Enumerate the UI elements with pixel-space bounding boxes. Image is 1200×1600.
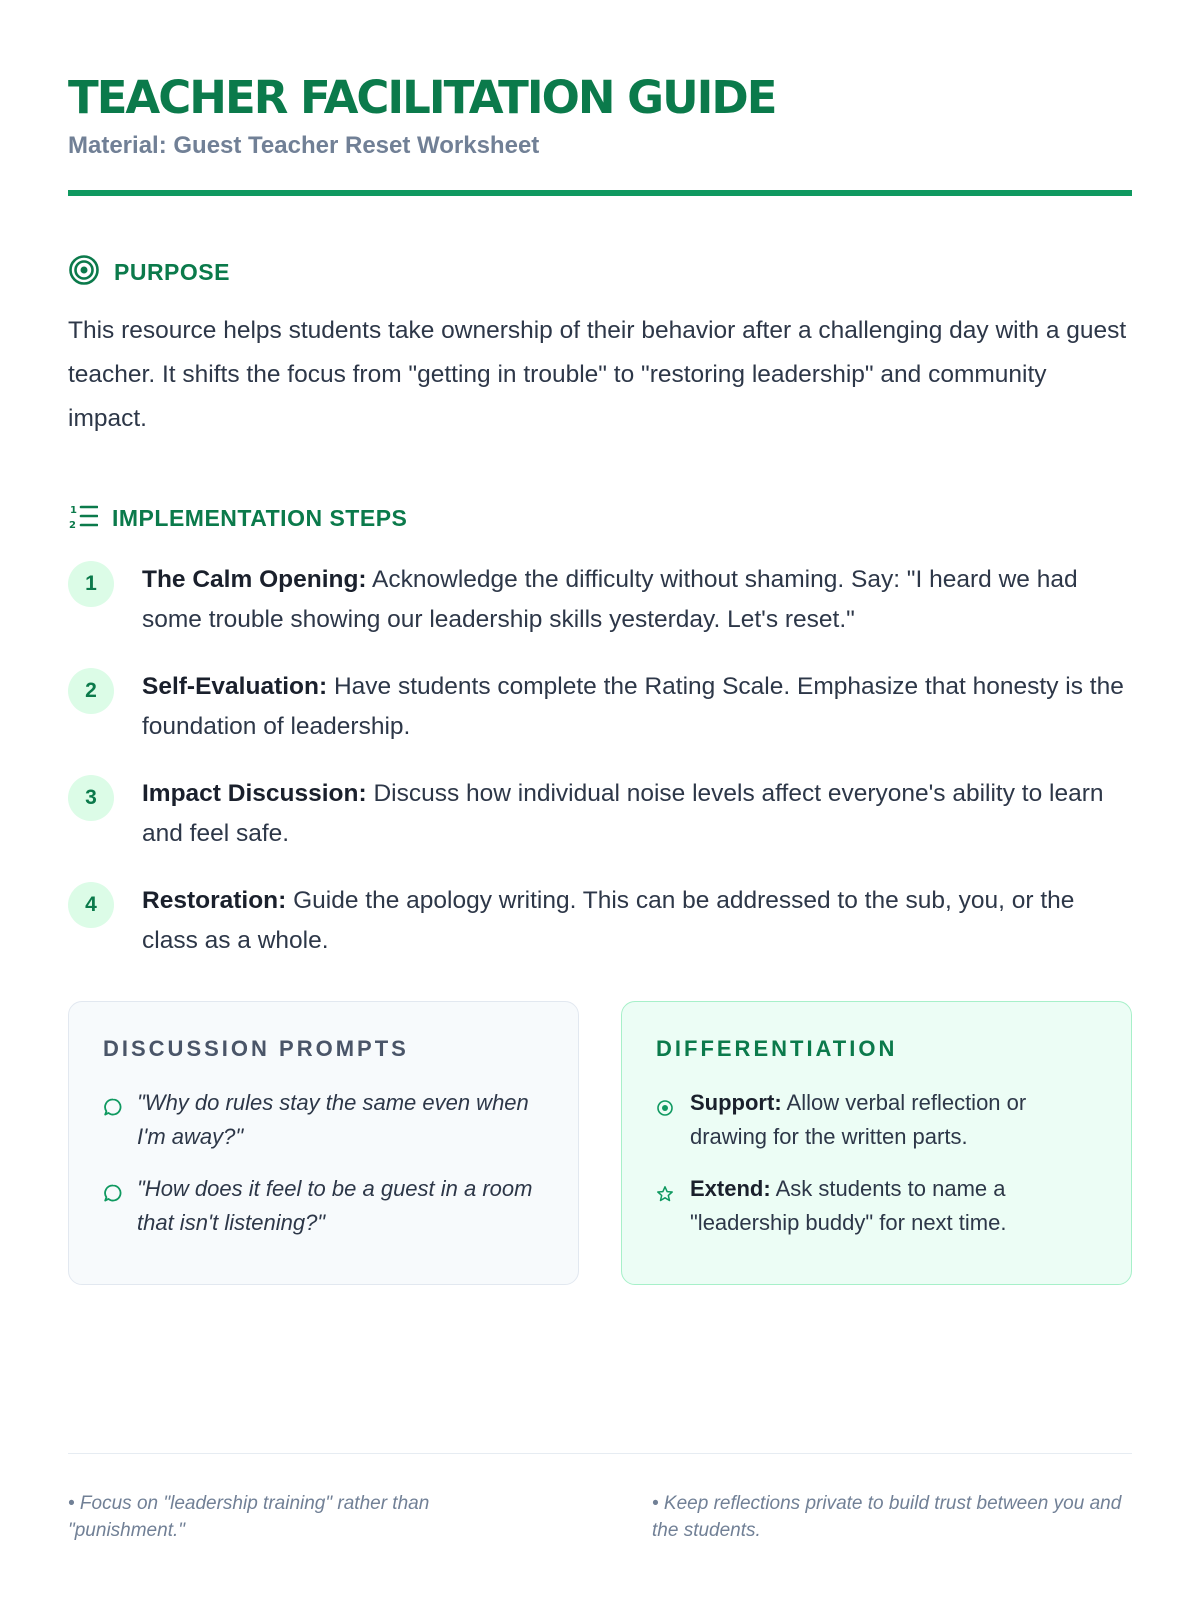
differentiation-text [690, 1172, 1097, 1240]
speech-bubble-icon [103, 1093, 125, 1127]
step-item [68, 774, 1132, 854]
purpose-heading [68, 254, 1132, 291]
differentiation-item-title: Extend: [690, 1176, 771, 1201]
step-number-badge: 3 [68, 775, 114, 821]
step-text [142, 667, 1132, 747]
steps-list [68, 560, 1132, 961]
differentiation-card [621, 1001, 1132, 1285]
svg-text:1: 1 [70, 505, 77, 516]
step-text [142, 774, 1132, 854]
numbered-list-icon [68, 501, 98, 536]
differentiation-item-description: Allow verbal reflection or drawing for the written parts. [690, 1090, 1027, 1149]
footer-note: • Focus on "leadership training" rather than "punishment." [68, 1493, 430, 1541]
step-description: Guide the apology writing. This can be addressed to the sub, you, or the class as a whole. [142, 887, 1075, 954]
step-text [142, 881, 1132, 961]
differentiation-item-description: Ask students to name a "leadership buddy" for next time. [690, 1176, 1007, 1235]
step-item [68, 667, 1132, 747]
header-divider [68, 190, 1132, 196]
differentiation-title: DIFFERENTIATION [656, 1036, 898, 1061]
speech-bubble-icon [103, 1179, 125, 1213]
step-number-badge: 1 [68, 561, 114, 607]
step-description: Discuss how individual noise levels affect everyone's ability to learn and feel safe. [142, 780, 1104, 847]
discussion-prompt-item [103, 1172, 544, 1240]
differentiation-item [656, 1172, 1097, 1240]
implementation-label: IMPLEMENTATION STEPS [112, 505, 408, 531]
step-item [68, 881, 1132, 961]
target-icon [68, 254, 100, 291]
footer-note: • Keep reflections private to build trust between you and the students. [652, 1493, 1122, 1541]
differentiation-item [656, 1086, 1097, 1154]
discussion-prompts-title: DISCUSSION PROMPTS [103, 1036, 409, 1061]
purpose-label: PURPOSE [114, 259, 230, 285]
purpose-text: This resource helps students take ownership of their behavior after a challenging day with a guest teacher. It shifts the focus from "getting in trouble" to "restoring leadership" and community impact. [68, 317, 1127, 432]
discussion-prompt-text: "Why do rules stay the same even when I'm away?" [137, 1090, 529, 1149]
step-title: Restoration: [142, 887, 287, 914]
differentiation-item-title: Support: [690, 1090, 782, 1115]
differentiation-text [690, 1086, 1097, 1154]
discussion-prompt-text: "How does it feel to be a guest in a room that isn't listening?" [137, 1176, 533, 1235]
step-text [142, 560, 1132, 640]
discussion-prompts-card [68, 1001, 579, 1285]
page-title: TEACHER FACILITATION GUIDE [68, 71, 776, 124]
differentiation-list [656, 1086, 1097, 1240]
target-dot-icon [656, 1093, 678, 1127]
svg-text:2: 2 [69, 520, 76, 531]
step-number-badge: 4 [68, 882, 114, 928]
step-title: Self-Evaluation: [142, 673, 328, 700]
step-item [68, 560, 1132, 640]
page-subtitle: Material: Guest Teacher Reset Worksheet [68, 132, 540, 159]
step-description: Have students complete the Rating Scale. Emphasize that honesty is the foundation of leadership. [142, 673, 1124, 740]
info-cards [68, 1001, 1132, 1285]
implementation-heading [68, 501, 1132, 536]
discussion-prompt-item [103, 1086, 544, 1154]
footer-notes [68, 1490, 1132, 1544]
star-outline-icon [656, 1179, 678, 1213]
step-number-badge: 2 [68, 668, 114, 714]
step-description: Acknowledge the difficulty without shaming. Say: "I heard we had some trouble showing our leadership skills yesterday. Let's reset." [142, 566, 1078, 633]
step-title: Impact Discussion: [142, 780, 367, 807]
step-title: The Calm Opening: [142, 566, 367, 593]
footer-divider [68, 1453, 1132, 1454]
discussion-prompts-list [103, 1086, 544, 1240]
